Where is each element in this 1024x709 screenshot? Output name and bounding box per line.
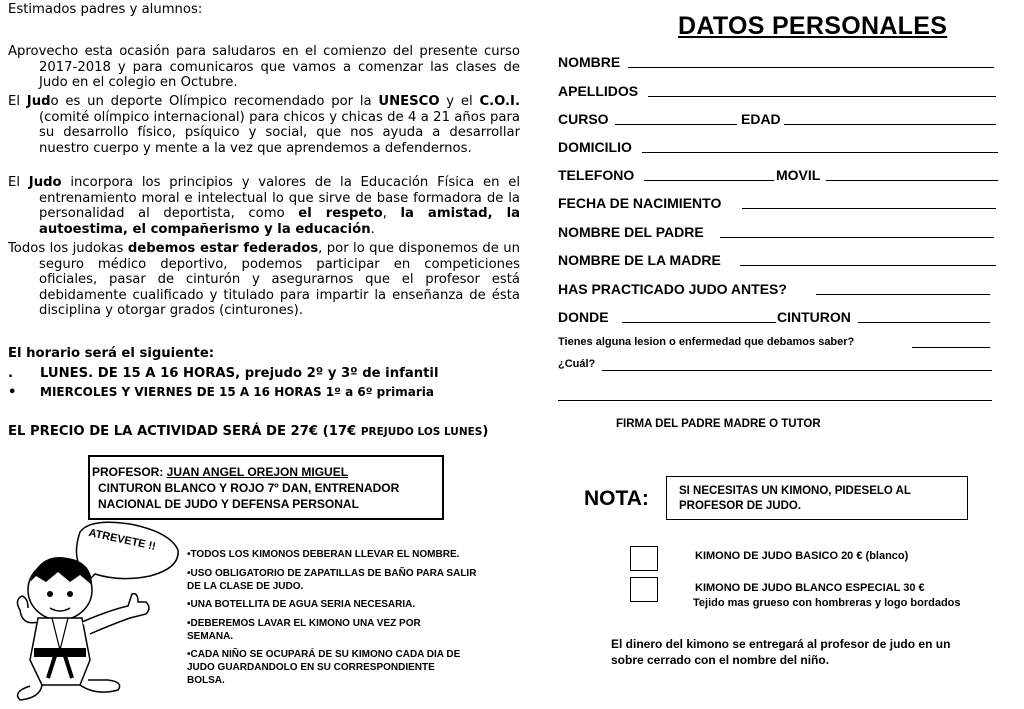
label-nombre: NOMBRE (558, 54, 621, 70)
label-lesion: Tienes alguna lesion o enfermedad que debamos saber? (558, 336, 855, 348)
label-practicado: HAS PRACTICADO JUDO ANTES? (558, 281, 787, 297)
label-fecha-nacimiento: FECHA DE NACIMIENTO (558, 195, 722, 211)
label-donde: DONDE (558, 309, 609, 325)
signature-label: FIRMA DEL PADRE MADRE O TUTOR (616, 418, 821, 430)
kimono-basico-label: KIMONO DE JUDO BASICO 20 € (blanco) (695, 550, 909, 562)
label-apellidos: APELLIDOS (558, 83, 639, 99)
bullet-item: •DEBEREMOS LAVAR EL KIMONO UNA VEZ POR SEMANA. (187, 618, 421, 642)
bullet-item: •CADA NIÑO SE OCUPARÁ DE SU KIMONO CADA DIA DE JUDO GUARDANDOLO EN SU CORRESPONDIENTE BOLSA. (187, 649, 461, 686)
label-cinturon: CINTURON (777, 309, 851, 325)
bubble-text: ATREVETE !! (87, 527, 157, 553)
field-practicado[interactable] (816, 294, 990, 295)
greeting: Estimados padres y alumnos: (8, 2, 203, 17)
teacher-belt: CINTURON BLANCO Y ROJO 7º DAN, ENTRENADOR (98, 481, 400, 495)
field-cinturon[interactable] (858, 322, 990, 323)
teacher-name: JUAN ANGEL OREJON MIGUEL (166, 465, 349, 479)
field-apellidos[interactable] (648, 96, 996, 97)
field-donde[interactable] (622, 322, 776, 323)
schedule-monday: LUNES. DE 15 A 16 HORAS, prejudo 2º y 3º de infantil (40, 366, 439, 381)
paragraph-values: El Judo incorpora los principios y valores de la Educación Física en el entrenamiento moral e intelectual lo que sirve de base formadora de la personalidad al deportista, como el respeto, la amistad, la autoestima, el compañerismo y la educación. (8, 175, 520, 237)
nota-label: NOTA: (584, 487, 649, 510)
label-cual: ¿Cuál? (558, 358, 596, 370)
paragraph-intro: Aprovecho esta ocasión para saludaros en el comienzo del presente curso 2017-2018 y para comunicaros que vamos a comenzar las clases de Judo en el colegio en Octubre. (8, 44, 520, 91)
label-movil: MOVIL (776, 167, 821, 183)
field-nombre-madre[interactable] (740, 265, 996, 266)
bullet-item: •UNA BOTELLITA DE AGUA SERIA NECESARIA. (187, 599, 416, 610)
kimono-especial-label: KIMONO DE JUDO BLANCO ESPECIAL 30 € (695, 582, 925, 594)
bullet-item: •TODOS LOS KIMONOS DEBERAN LLEVAR EL NOMBRE. (187, 549, 460, 560)
field-telefono[interactable] (644, 180, 774, 181)
price-line: EL PRECIO DE LA ACTIVIDAD SERÁ DE 27€ (17€ PREJUDO LOS LUNES) (8, 424, 489, 439)
teacher-label: PROFESOR: (92, 465, 167, 479)
kimono-especial-desc: Tejido mas grueso con hombreras y logo bordados (693, 597, 961, 609)
field-curso[interactable] (615, 124, 737, 125)
schedule-marker-2: • (8, 385, 17, 400)
field-cual[interactable] (602, 370, 992, 371)
form-title: DATOS PERSONALES (678, 12, 948, 40)
checkbox-kimono-basico[interactable] (630, 546, 658, 571)
field-movil[interactable] (826, 180, 998, 181)
nota-box (666, 476, 968, 520)
money-note: El dinero del kimono se entregará al profesor de judo en un sobre cerrado con el nombre del niño. (611, 637, 951, 667)
field-domicilio[interactable] (642, 152, 998, 153)
schedule-wed-fri: MIERCOLES Y VIERNES DE 15 A 16 HORAS 1º a 6º primaria (40, 385, 434, 399)
label-edad: EDAD (741, 111, 781, 127)
field-lesion[interactable] (912, 347, 990, 348)
paragraph-judo-olympic: El Judo es un deporte Olímpico recomendado por la UNESCO y el C.O.I. (comité olímpico internacional) para chicos y chicas de 4 a 21 años para su desarrollo físico, psíquico y social, que nos ayuda a desarrollar nuestro cuerpo y mente a la vez que aprendemos a defendernos. (8, 94, 520, 156)
bullet-item: •USO OBLIGATORIO DE ZAPATILLAS DE BAÑO PARA SALIR DE LA CLASE DE JUDO. (187, 568, 477, 592)
label-domicilio: DOMICILIO (558, 139, 632, 155)
label-curso: CURSO (558, 111, 609, 127)
checkbox-kimono-especial[interactable] (630, 577, 658, 602)
label-telefono: TELEFONO (558, 167, 635, 183)
teacher-title: NACIONAL DE JUDO Y DEFENSA PERSONAL (98, 497, 359, 511)
field-edad[interactable] (784, 124, 996, 125)
field-extra-line[interactable] (558, 400, 992, 401)
label-nombre-madre: NOMBRE DE LA MADRE (558, 252, 721, 268)
field-nombre-padre[interactable] (720, 237, 994, 238)
field-nombre[interactable] (628, 67, 994, 68)
nota-text: SI NECESITAS UN KIMONO, PIDESELO AL PROFESOR DE JUDO. (679, 485, 911, 512)
field-fecha-nacimiento[interactable] (742, 208, 996, 209)
schedule-title: El horario será el siguiente: (8, 346, 215, 361)
schedule-marker-1: . (8, 366, 14, 381)
label-nombre-padre: NOMBRE DEL PADRE (558, 224, 704, 240)
paragraph-federation: Todos los judokas debemos estar federados, por lo que disponemos de un seguro médico deportivo, podemos participar en competiciones oficiales, pasar de cinturón y asegurarnos que el profesor está debidamente cualificado y titulado para impartir la enseñanza de ésta disciplina y otorgar grados (cinturones). (8, 241, 521, 319)
